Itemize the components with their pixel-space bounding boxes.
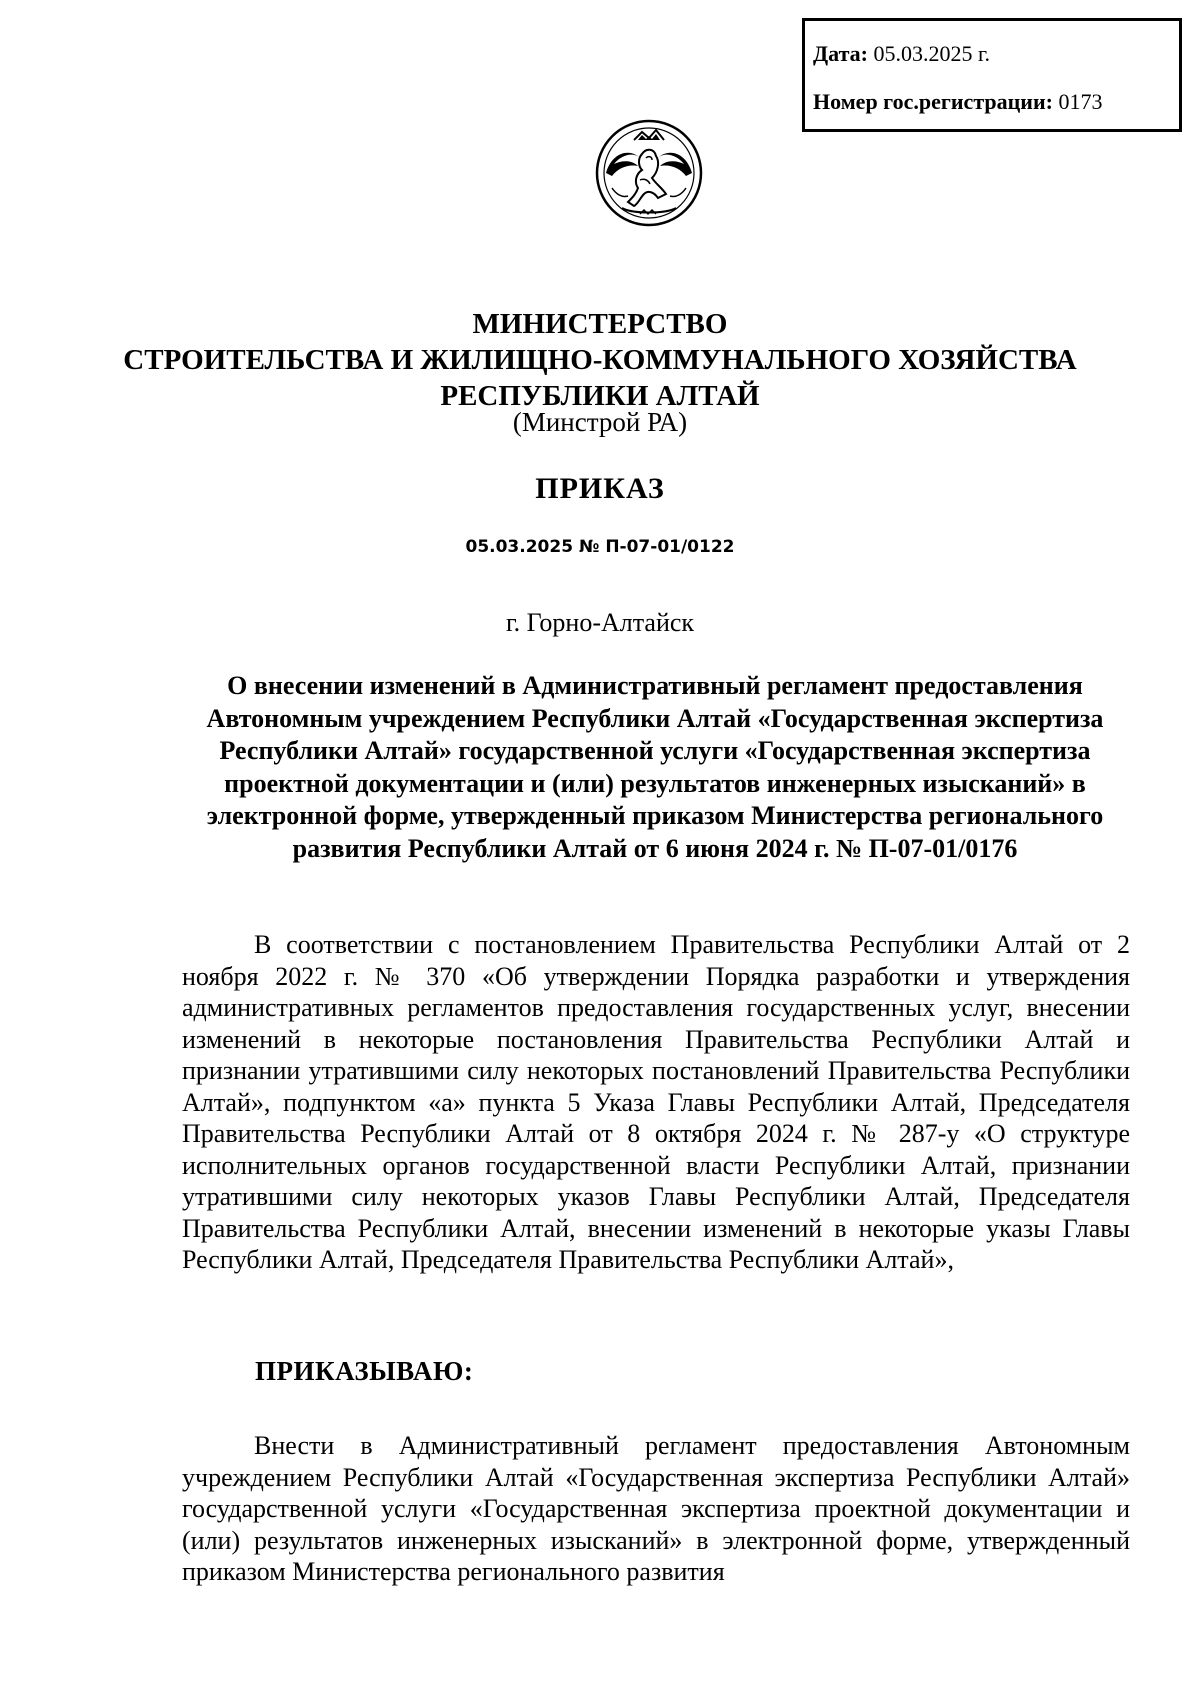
registration-stamp-box	[802, 18, 1182, 132]
preamble-paragraph: В соответствии с постановлением Правительства Республики Алтай от 2 ноября 2022 г. № 370 «Об утверждении Порядка разработки и утверждения административных регламентов предоставления государственных услуг, внесении изменений в некоторые постановления Правительства Республики Алтай и признании утратившими силу некоторых постановлений Правительства Республики Алтай», подпунктом «а» пункта 5 Указа Главы Республики Алтай, Председателя Правительства Республики Алтай от 8 октября 2024 г. № 287-у «О структуре исполнительных органов государственной власти Республики Алтай, признании утратившими силу некоторых указов Главы Республики Алтай, Председателя Правительства Республики Алтай, внесении изменений в некоторые указы Главы Республики Алтай, Председателя Правительства Республики Алтай»,	[182, 930, 1130, 1274]
order-directive-word: ПРИКАЗЫВАЮ:	[255, 1356, 474, 1386]
order-city: г. Горно-Алтайск	[505, 608, 695, 637]
order-number: 05.03.2025 № П-07-01/0122	[465, 537, 735, 557]
order-subject: О внесении изменений в Административный регламент предоставления Автономным учреждением Республики Алтай «Государственная экспертиза Республики Алтай» государственной услуги «Государственная экспертиза проектной документации и (или) результатов инженерных изысканий» в электронной форме, утвержденный приказом Министерства регионального развития Республики Алтай от 6 июня 2024 г. № П-07-01/0176	[206, 671, 1104, 863]
ministry-name-line3: РЕСПУБЛИКИ АЛТАЙ	[440, 380, 760, 412]
registration-number	[813, 89, 1102, 115]
order-paragraph: Внести в Административный регламент предоставления Автономным учреждением Республики Алтай «Государственная экспертиза Республики Алтай» государственной услуги «Государственная экспертиза проектной документации и (или) результатов инженерных изысканий» в электронной форме, утвержденный приказом Министерства регионального развития	[182, 1431, 1130, 1586]
ministry-abbreviation: (Минстрой РА)	[512, 407, 688, 437]
registration-number-label: Номер гос.регистрации:	[813, 89, 1053, 114]
coat-of-arms-icon	[582, 118, 716, 228]
ministry-name-line1: МИНИСТЕРСТВО	[472, 308, 728, 340]
registration-date	[813, 41, 990, 67]
registration-date-value: 05.03.2025 г.	[873, 41, 991, 66]
ministry-name-line2: СТРОИТЕЛЬСТВА И ЖИЛИЩНО-КОММУНАЛЬНОГО ХОЗЯЙСТВА	[123, 344, 1077, 376]
registration-date-label: Дата:	[813, 41, 868, 66]
order-title: ПРИКАЗ	[535, 472, 665, 505]
registration-number-value: 0173	[1058, 89, 1103, 114]
ministry-name	[0, 306, 1200, 414]
